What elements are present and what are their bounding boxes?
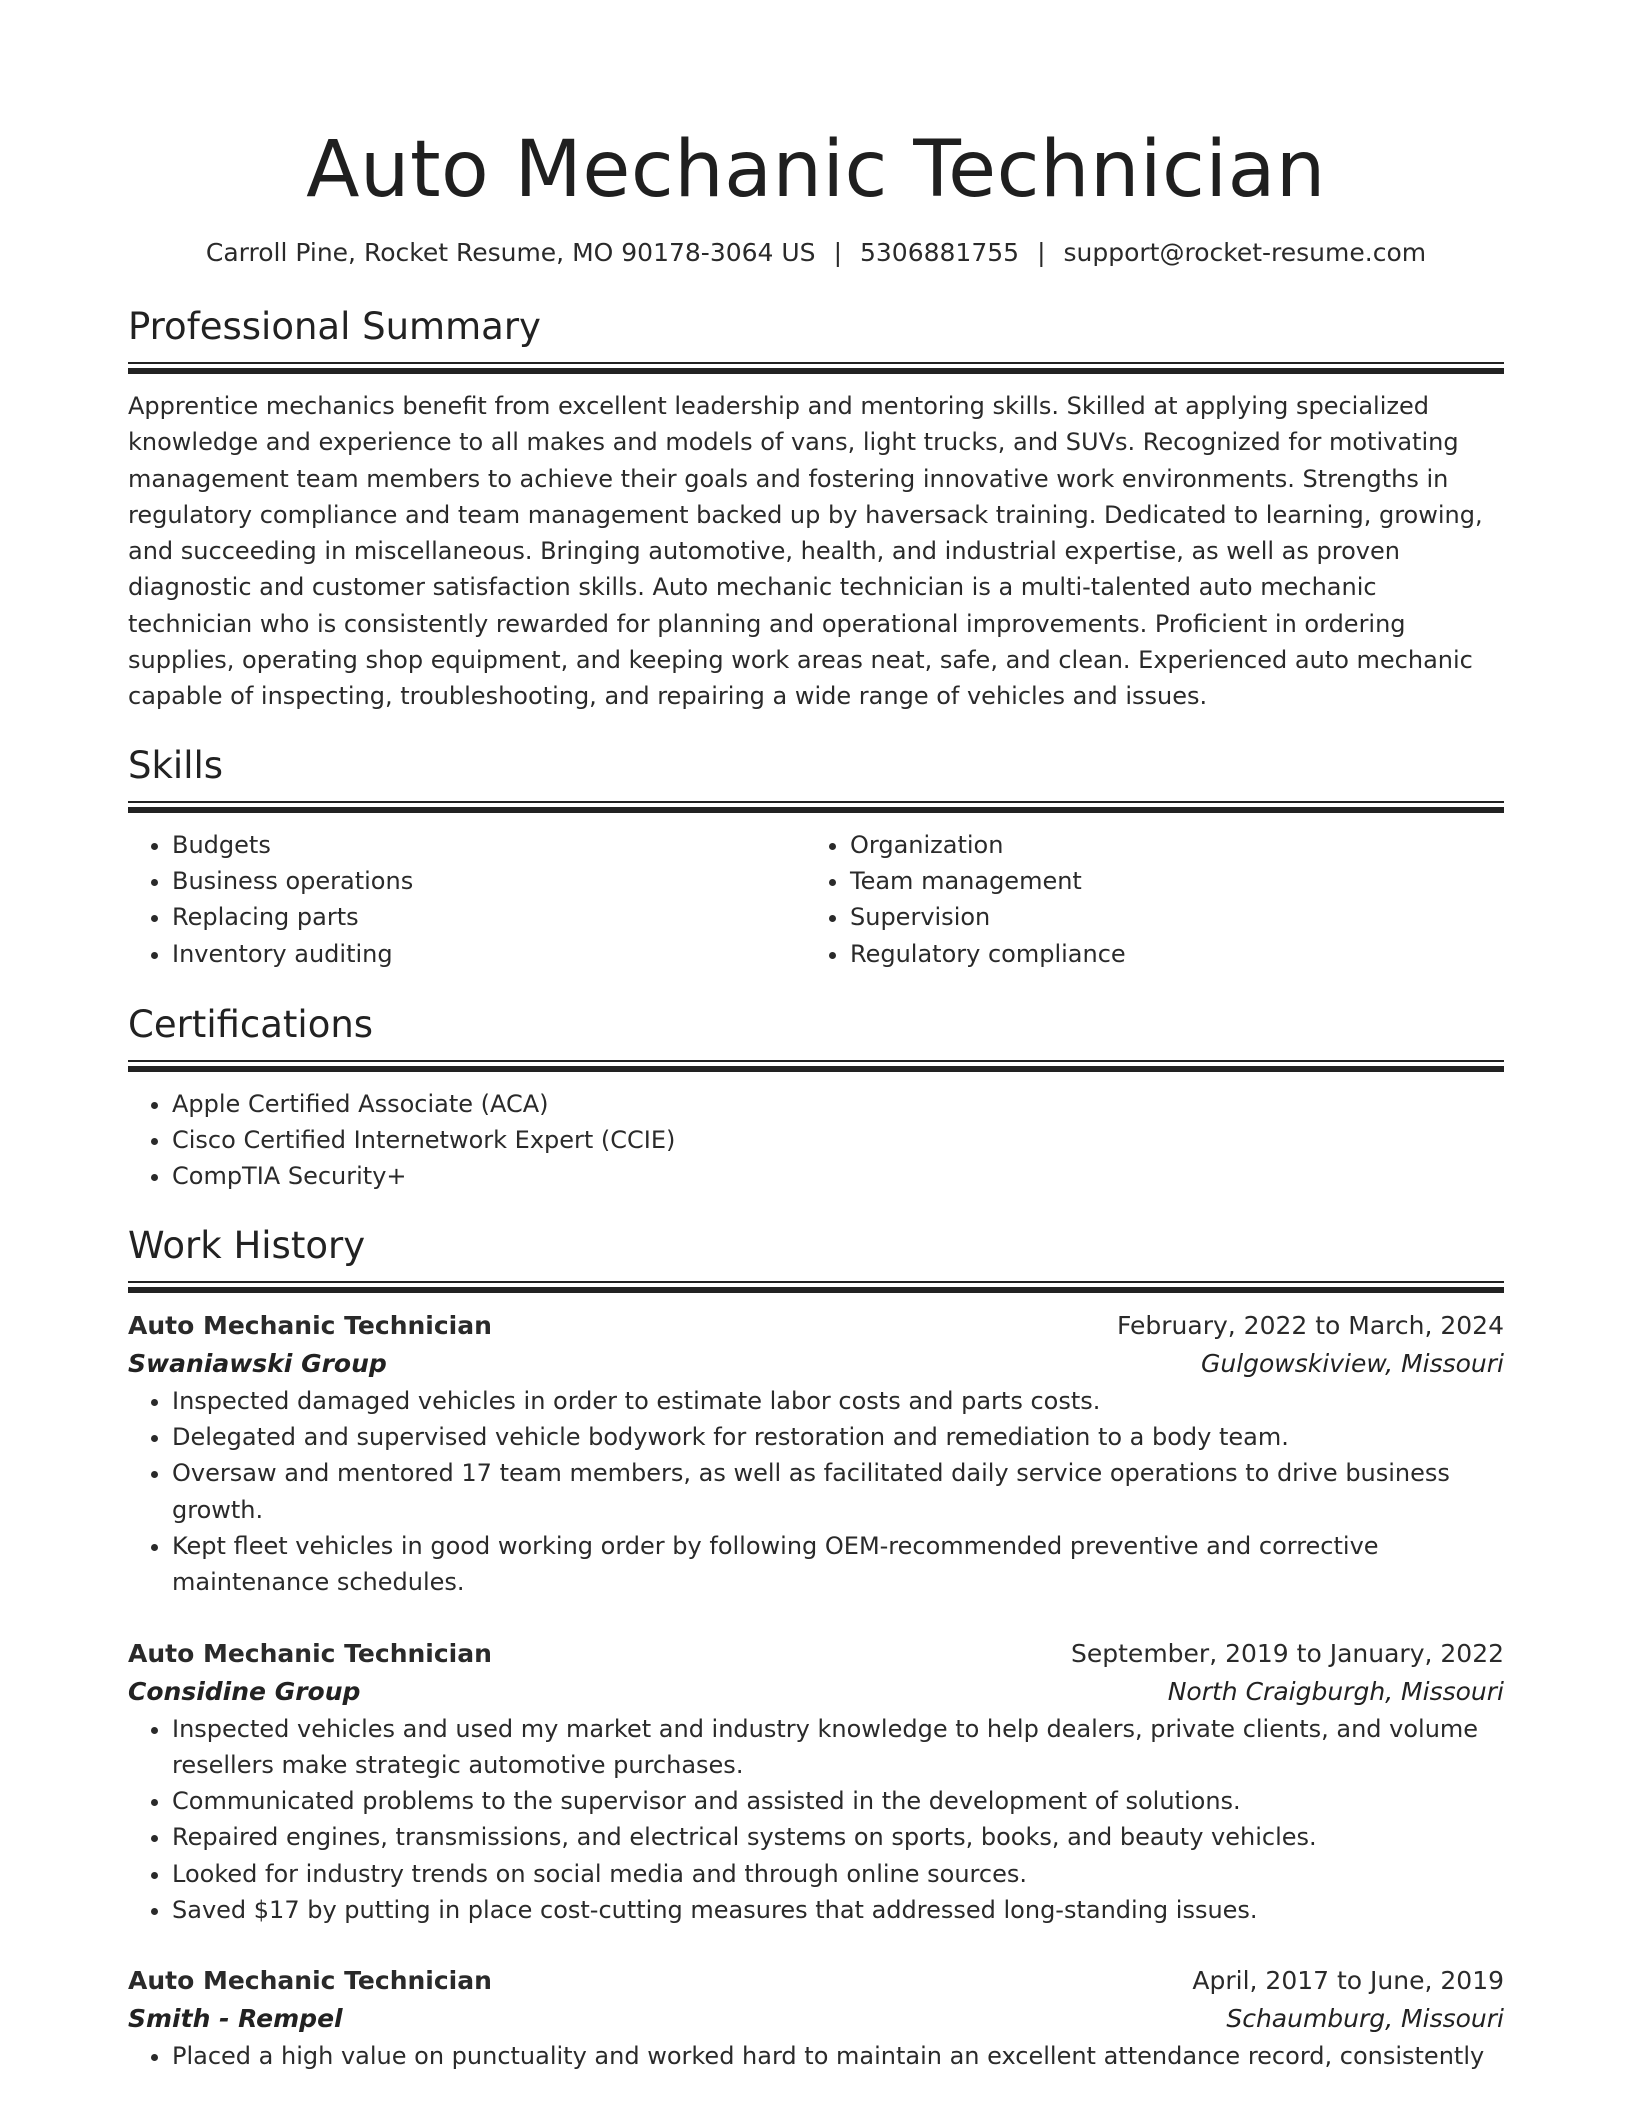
- job-header: [128, 1635, 1504, 1673]
- contact-address: Carroll Pine, Rocket Resume, MO 90178-3064 US: [205, 238, 816, 267]
- contact-phone: 5306881755: [860, 238, 1020, 267]
- work-history-section: [128, 1223, 1504, 2075]
- section-divider: [128, 801, 1504, 813]
- skill-item: • Inventory auditing: [172, 936, 806, 972]
- job-header: [128, 1962, 1504, 2000]
- job-bullet: • Placed a high value on punctuality and worked hard to maintain an excellent attendance record, consistently: [172, 2038, 1504, 2074]
- skill-item: • Business operations: [172, 863, 806, 899]
- job-subheader: [128, 2000, 1504, 2038]
- job-bullet: • Saved $17 by putting in place cost-cutting measures that addressed long-standing issues.: [172, 1892, 1504, 1928]
- section-divider: [128, 1060, 1504, 1072]
- certifications-section: [128, 1002, 1504, 1195]
- job-company: Considine Group: [128, 1676, 361, 1706]
- job-bullet: • Inspected damaged vehicles in order to estimate labor costs and parts costs.: [172, 1383, 1504, 1419]
- skill-item: • Regulatory compliance: [850, 936, 1484, 972]
- job-bullet: • Inspected vehicles and used my market and industry knowledge to help dealers, private clients, and volume resellers make strategic automotive purchases.: [172, 1711, 1504, 1784]
- job-header: [128, 1307, 1504, 1345]
- job-bullet: • Kept fleet vehicles in good working order by following OEM-recommended preventive and corrective maintenance schedules.: [172, 1528, 1504, 1601]
- job-company: Smith - Rempel: [128, 2004, 343, 2034]
- summary-section: [128, 304, 1504, 715]
- contact-separator: |: [833, 238, 842, 267]
- skill-item: • Team management: [850, 863, 1484, 899]
- certification-item: • Cisco Certified Internetwork Expert (CCIE): [172, 1122, 1504, 1158]
- contact-line: [128, 236, 1504, 270]
- section-divider: [128, 362, 1504, 374]
- job-entry: [128, 1962, 1504, 2074]
- contact-separator: |: [1037, 238, 1046, 267]
- section-title: Certifications: [128, 1002, 374, 1046]
- job-bullet: • Communicated problems to the supervisor and assisted in the development of solutions.: [172, 1783, 1504, 1819]
- job-title: Auto Mechanic Technician: [128, 1310, 492, 1340]
- job-bullet: • Repaired engines, transmissions, and electrical systems on sports, books, and beauty vehicles.: [172, 1819, 1504, 1855]
- section-title: Professional Summary: [128, 305, 541, 348]
- skill-item: • Supervision: [850, 899, 1484, 935]
- job-title: Auto Mechanic Technician: [128, 1966, 492, 1996]
- job-bullets: [128, 2038, 1504, 2074]
- job-bullet: • Delegated and supervised vehicle bodywork for restoration and remediation to a body team.: [172, 1419, 1504, 1455]
- job-bullets: [128, 1383, 1504, 1601]
- resume-name: Auto Mechanic Technician: [306, 125, 1326, 215]
- job-entry: [128, 1307, 1504, 1601]
- contact-email: support@rocket-resume.com: [1063, 238, 1427, 267]
- job-title: Auto Mechanic Technician: [128, 1638, 492, 1668]
- section-divider: [128, 1281, 1504, 1293]
- job-entry: [128, 1635, 1504, 1929]
- skills-section: [128, 743, 1504, 972]
- job-subheader: [128, 1345, 1504, 1383]
- certification-item: • CompTIA Security+: [172, 1158, 1504, 1194]
- skill-item: • Budgets: [172, 827, 806, 863]
- job-dates: September, 2019 to January, 2022: [1071, 1638, 1504, 1668]
- job-location: North Craigburgh, Missouri: [1167, 1676, 1504, 1706]
- job-bullet: • Looked for industry trends on social media and through online sources.: [172, 1856, 1504, 1892]
- section-title: Skills: [128, 743, 224, 787]
- job-location: Schaumburg, Missouri: [1226, 2004, 1504, 2034]
- job-company: Swaniawski Group: [128, 1348, 387, 1378]
- skill-item: • Organization: [850, 827, 1484, 863]
- resume-page: [128, 0, 1504, 2075]
- certifications-list: [128, 1086, 1504, 1195]
- summary-text: Apprentice mechanics benefit from excellent leadership and mentoring skills. Skilled at applying specialized knowledge and experience to all makes and models of vans, light trucks, and SUVs. Recognized for motivating management team members to achieve their goals and fostering innovative work environments. Strengths in regulatory compliance and team management backed up by haversack training. Dedicated to learning, growing, and succeeding in miscellaneous. Bringing automotive, health, and industrial expertise, as well as proven diagnostic and customer satisfaction skills. Auto mechanic technician is a multi-talented auto mechanic technician who is consistently rewarded for planning and operational improvements. Proficient in ordering supplies, operating shop equipment, and keeping work areas neat, safe, and clean. Experienced auto mechanic capable of inspecting, troubleshooting, and repairing a wide range of vehicles and issues.: [128, 392, 1483, 711]
- job-subheader: [128, 1673, 1504, 1711]
- section-title: Work History: [128, 1223, 366, 1267]
- job-location: Gulgowskiview, Missouri: [1200, 1348, 1504, 1378]
- skill-item: • Replacing parts: [172, 899, 806, 935]
- skills-grid: [128, 827, 1504, 972]
- certification-item: • Apple Certified Associate (ACA): [172, 1086, 1504, 1122]
- job-bullet: • Oversaw and mentored 17 team members, as well as facilitated daily service operations to drive business growth.: [172, 1455, 1504, 1528]
- skills-list-left: [128, 827, 806, 972]
- job-bullets: [128, 1711, 1504, 1929]
- job-dates: April, 2017 to June, 2019: [1192, 1966, 1504, 1996]
- skills-list-right: [806, 827, 1484, 972]
- job-dates: February, 2022 to March, 2024: [1116, 1310, 1504, 1340]
